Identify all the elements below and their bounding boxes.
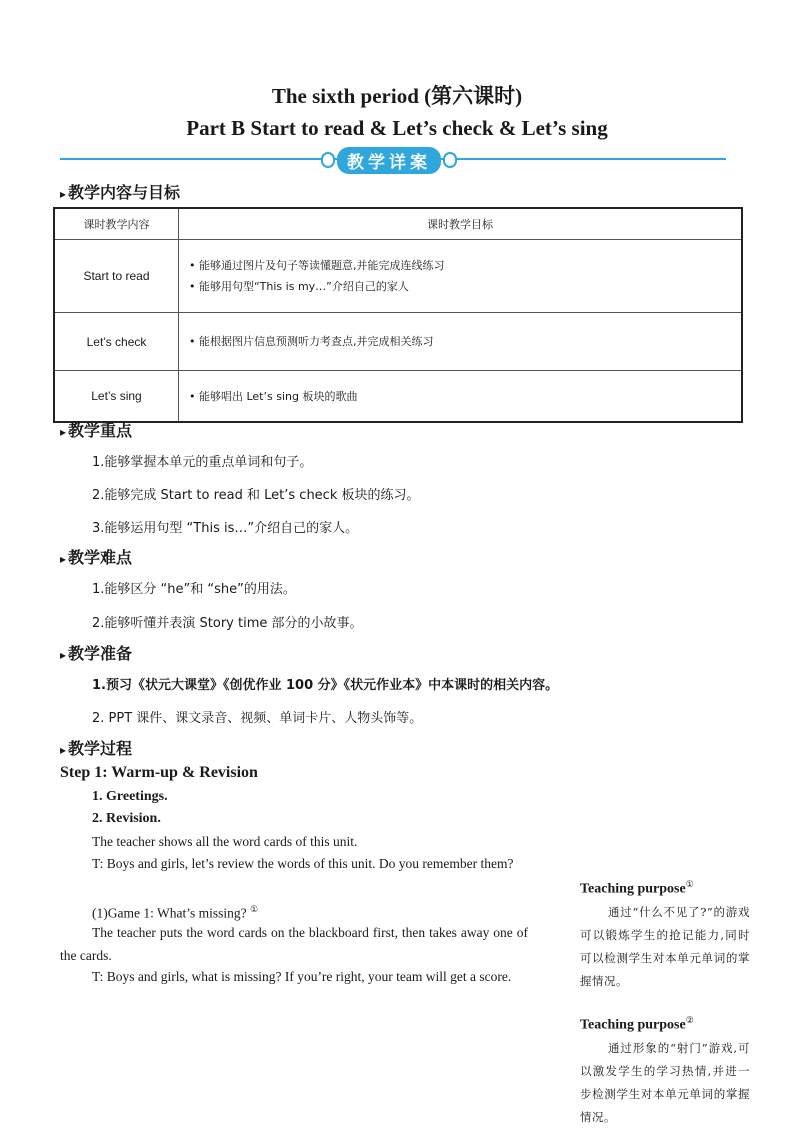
- section-heading-content-goals: ▸ 教学内容与目标: [60, 180, 180, 203]
- section-heading-key-points: ▸ 教学重点: [60, 418, 132, 441]
- banner-cap-right: [443, 152, 457, 168]
- note-heading: [580, 1015, 694, 1034]
- banner-label: 教学详案: [337, 147, 441, 174]
- table-header-goals: 课时教学目标: [179, 208, 743, 240]
- table-row: [54, 240, 742, 313]
- table-cell-content: Let’s sing: [54, 371, 179, 423]
- note-heading-text: Teaching purpose: [580, 881, 686, 897]
- table-header-content: 课时教学内容: [54, 208, 179, 240]
- step-title: Step 1: Warm-up & Revision: [60, 764, 258, 781]
- game-label: (1)Game 1: What’s missing?: [92, 905, 247, 921]
- key-point-item: 3.能够运用句型 “This is…”介绍自己的家人。: [92, 521, 359, 536]
- section-heading-process: ▸ 教学过程: [60, 736, 132, 759]
- table-cell-goals: [179, 371, 743, 423]
- note-marker: ①: [685, 879, 694, 889]
- goal-item: • 能够通过图片及句子等读懂题意,并能完成连线练习: [189, 259, 445, 272]
- note-heading: [580, 879, 694, 898]
- section-heading-preparation: ▸ 教学准备: [60, 641, 132, 664]
- goal-item: • 能够用句型“This is my…”介绍自己的家人: [189, 280, 409, 293]
- step-sub-greetings: 1. Greetings.: [92, 789, 168, 804]
- paragraph: [60, 898, 528, 925]
- key-point-item: 1.能够掌握本单元的重点单词和句子。: [92, 455, 313, 470]
- table-cell-content: Start to read: [54, 240, 179, 313]
- paragraph: T: Boys and girls, let’s review the words of this unit. Do you remember them?: [92, 856, 514, 871]
- goals-table: [53, 207, 743, 423]
- page-subtitle: Part B Start to read & Let’s check & Let’s sing: [186, 116, 608, 140]
- page-title: The sixth period (第六课时): [271, 84, 523, 108]
- table-cell-content: Let’s check: [54, 313, 179, 371]
- banner: [319, 147, 459, 173]
- table-row: [54, 313, 742, 371]
- note-marker: ②: [685, 1015, 694, 1025]
- note-body: 通过形象的“射门”游戏,可以激发学生的学习热情,并进一步检测学生对本单元单词的掌握情况。: [580, 1041, 750, 1124]
- key-point-item: 2.能够完成 Start to read 和 Let’s check 板块的练习。: [92, 488, 420, 503]
- paragraph: T: Boys and girls, what is missing? If you’re right, your team will get a score.: [92, 969, 512, 984]
- goal-item: • 能够唱出 Let’s sing 板块的歌曲: [189, 389, 358, 403]
- section-heading-difficulties: ▸ 教学难点: [60, 545, 132, 568]
- banner-cap-left: [321, 152, 335, 168]
- footnote-marker: ①: [249, 904, 259, 914]
- preparation-item: 1.预习《状元大课堂》《创优作业 100 分》《状元作业本》中本课时的相关内容。: [92, 678, 559, 693]
- preparation-item: 2. PPT 课件、课文录音、视频、单词卡片、人物头饰等。: [92, 711, 423, 726]
- difficulty-item: 1.能够区分 “he”和 “she”的用法。: [92, 582, 296, 597]
- note-heading-text: Teaching purpose: [580, 1017, 686, 1033]
- paragraph: The teacher puts the word cards on the blackboard first, then takes away one of the cards.: [60, 925, 528, 963]
- table-row: [54, 371, 742, 423]
- table-cell-goals: [179, 313, 743, 371]
- step-sub-revision: 2. Revision.: [92, 811, 161, 826]
- table-header-row: [54, 208, 742, 240]
- note-body: 通过“什么不见了?”的游戏可以锻炼学生的抢记能力,同时可以检测学生对本单元单词的掌握情况。: [580, 905, 750, 988]
- goal-item: • 能根据图片信息预测听力考查点,并完成相关练习: [189, 335, 434, 348]
- table-cell-goals: [179, 240, 743, 313]
- paragraph: The teacher shows all the word cards of this unit.: [92, 834, 358, 849]
- difficulty-item: 2.能够听懂并表演 Story time 部分的小故事。: [92, 616, 363, 631]
